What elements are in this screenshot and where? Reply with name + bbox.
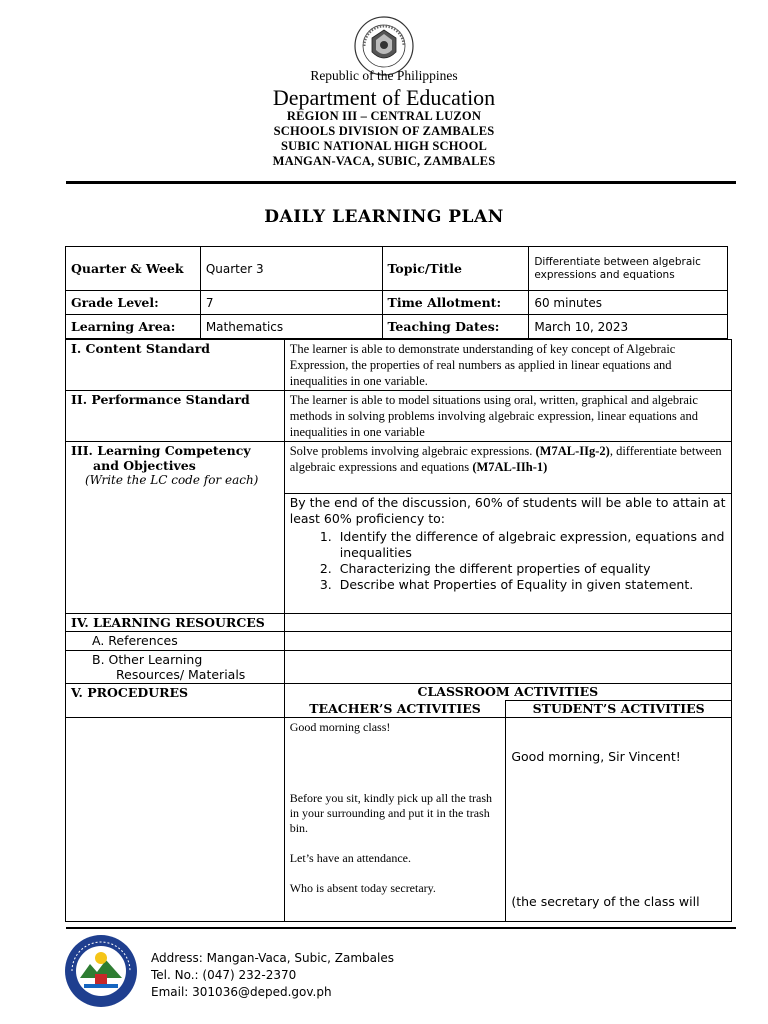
other-resources-label <box>66 651 285 684</box>
student-activities-cell <box>506 718 732 922</box>
competency-label <box>66 442 285 614</box>
quarter-label: Quarter & Week <box>66 247 201 291</box>
dates-value: March 10, 2023 <box>529 315 728 339</box>
grade-label: Grade Level: <box>66 291 201 315</box>
document-title: DAILY LEARNING PLAN <box>264 207 504 227</box>
procedures-empty <box>66 718 285 922</box>
teacher-line: Let’s have an attendance. <box>289 851 411 865</box>
competency-text <box>284 442 731 494</box>
student-line: (the secretary of the class will <box>511 894 700 909</box>
student-line: Good morning, Sir Vincent! <box>511 749 681 764</box>
school-logo <box>64 934 138 1008</box>
footer-contact <box>151 950 394 1001</box>
footer-divider <box>66 927 736 929</box>
objective-item: 3. Describe what Properties of Equality in given statement. <box>336 577 726 593</box>
competency-text-2: , differentiate between algebraic expressions and equations <box>289 444 722 474</box>
resources-empty <box>284 614 731 632</box>
references-empty <box>284 632 731 651</box>
area-label: Learning Area: <box>66 315 201 339</box>
deped-seal-logo <box>354 16 414 76</box>
competency-code-1: (M7AL-IIg-2) <box>535 444 610 458</box>
performance-standard-text: The learner is able to model situations using oral, written, graphical and algebraic methods in solving problems involving algebraic expression, linear equations and inequalities in one variable <box>284 391 731 442</box>
area-value: Mathematics <box>200 315 382 339</box>
division-line: SCHOOLS DIVISION OF ZAMBALES <box>273 124 495 138</box>
objectives-cell <box>284 494 731 614</box>
time-label: Time Allotment: <box>382 291 529 315</box>
teacher-activities-header: TEACHER’S ACTIVITIES <box>284 701 506 718</box>
procedures-label: V. PROCEDURES <box>66 684 285 718</box>
objectives-list <box>290 529 726 593</box>
quarter-value: Quarter 3 <box>200 247 382 291</box>
objectives-intro: By the end of the discussion, 60% of students will be able to attain at least 60% proficiency to: <box>289 495 726 526</box>
other-resources-line-2: Resources/ Materials <box>116 667 246 682</box>
competency-text-1: Solve problems involving algebraic expressions. <box>289 444 536 458</box>
department-name: Department of Education <box>272 85 496 110</box>
learning-plan-table <box>65 339 732 922</box>
region-line: REGION III – CENTRAL LUZON <box>286 109 482 123</box>
teacher-line: Before you sit, kindly pick up all the trash in your surrounding and put it in the trash bin. <box>289 791 493 835</box>
footer-tel: Tel. No.: (047) 232-2370 <box>151 968 297 982</box>
school-line: SUBIC NATIONAL HIGH SCHOOL <box>280 139 488 153</box>
other-resources-empty <box>284 651 731 684</box>
competency-label-line-1: III. Learning Competency <box>71 443 251 458</box>
content-standard-label: I. Content Standard <box>66 340 285 391</box>
dates-label: Teaching Dates: <box>382 315 529 339</box>
competency-code-2: (M7AL-IIh-1) <box>472 460 548 474</box>
teacher-line: Good morning class! <box>289 720 391 734</box>
objective-item: 1. Identify the difference of algebraic expression, equations and inequalities <box>336 529 726 561</box>
teacher-line: Who is absent today secretary. <box>289 881 436 895</box>
grade-value: 7 <box>200 291 382 315</box>
republic-line: Republic of the Philippines <box>310 68 458 83</box>
competency-label-line-2: and Objectives <box>93 458 196 473</box>
content-standard-text: The learner is able to demonstrate understanding of key concept of Algebraic Expression, the properties of real numbers as applied in linear equations and inequalities in one variable. <box>284 340 731 391</box>
performance-standard-label: II. Performance Standard <box>66 391 285 442</box>
plan-info-table <box>65 246 728 339</box>
references-label: A. References <box>66 632 285 651</box>
topic-value: Differentiate between algebraic expressions and equations <box>529 247 728 291</box>
school-location-line: MANGAN-VACA, SUBIC, ZAMBALES <box>272 154 496 168</box>
footer-address: Address: Mangan-Vaca, Subic, Zambales <box>151 951 394 965</box>
header-divider <box>66 181 736 184</box>
topic-label: Topic/Title <box>382 247 529 291</box>
student-activities-header: STUDENT’S ACTIVITIES <box>506 701 732 718</box>
competency-note: (Write the LC code for each) <box>85 473 259 487</box>
classroom-activities-header: CLASSROOM ACTIVITIES <box>284 684 731 701</box>
time-value: 60 minutes <box>529 291 728 315</box>
footer-email[interactable]: Email: 301036@deped.gov.ph <box>151 985 332 999</box>
teacher-activities-cell <box>284 718 506 922</box>
objective-item: 2. Characterizing the different properties of equality <box>336 561 726 577</box>
other-resources-line-1: B. Other Learning <box>92 652 203 667</box>
resources-label: IV. LEARNING RESOURCES <box>66 614 285 632</box>
